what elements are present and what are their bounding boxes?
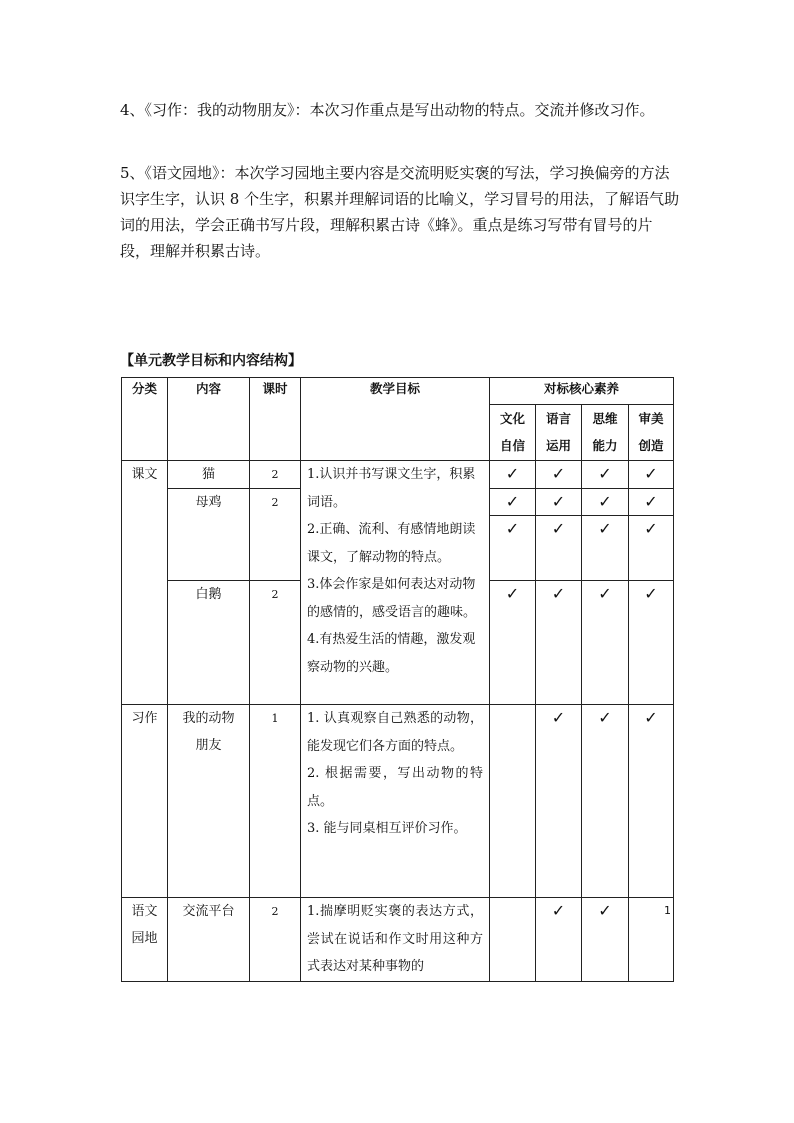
check-mark: ✓: [582, 581, 629, 705]
goal-item: 2. 根据需要，写出动物的特点。: [307, 766, 483, 809]
empty-cell: [490, 705, 536, 898]
section-title: 【单元教学目标和内容结构】: [120, 353, 302, 369]
goal-item: 1.认识并书写课文生字，积累词语。: [307, 467, 476, 510]
check-mark: ✓: [629, 705, 674, 898]
content-cell: 交流平台: [168, 898, 250, 982]
hours-cell: 2: [250, 489, 301, 581]
check-mark: ✓: [629, 461, 674, 489]
check-mark: ✓: [490, 489, 536, 516]
goal-item: 1.揣摩明贬实褒的表达方式，尝试在说话和作文时用这种方式表达对某种事物的: [307, 904, 483, 974]
unit-goals-table: [121, 377, 674, 982]
header-core-sub: 文化 自信: [490, 405, 536, 461]
check-mark: ✓: [629, 489, 674, 516]
check-mark: ✓: [582, 489, 629, 516]
check-mark: ✓: [536, 898, 582, 982]
header-content: 内容: [168, 378, 250, 461]
hours-cell: 2: [250, 898, 301, 982]
partial-mark: 1: [629, 898, 674, 982]
header-core-sub: 思维 能力: [582, 405, 629, 461]
check-mark: ✓: [536, 581, 582, 705]
check-mark: ✓: [490, 461, 536, 489]
content-cell: 猫: [168, 461, 250, 489]
goal-item: 1. 认真观察自己熟悉的动物，能发现它们各方面的特点。: [307, 711, 483, 754]
header-core-literacy: 对标核心素养: [490, 378, 674, 405]
check-mark: ✓: [629, 516, 674, 581]
category-cell: 课文: [122, 461, 168, 705]
header-category: 分类: [122, 378, 168, 461]
check-mark: ✓: [536, 705, 582, 898]
check-mark: ✓: [629, 581, 674, 705]
paragraph-4: 4、《习作：我的动物朋友》：本次习作重点是写出动物的特点。交流并修改习作。: [120, 101, 655, 119]
hours-cell: 2: [250, 581, 301, 705]
goal-item: 2.正确、流利、有感情地朗读课文，了解动物的特点。: [307, 522, 476, 565]
check-mark: ✓: [490, 516, 536, 581]
header-core-sub: 审美 创造: [629, 405, 674, 461]
content-cell: 母鸡: [168, 489, 250, 581]
header-core-sub: 语言 运用: [536, 405, 582, 461]
hours-cell: 2: [250, 461, 301, 489]
check-mark: ✓: [536, 489, 582, 516]
check-mark: ✓: [490, 581, 536, 705]
hours-cell: 1: [250, 705, 301, 898]
goals-cell: [301, 461, 490, 705]
check-mark: ✓: [582, 516, 629, 581]
check-mark: ✓: [582, 461, 629, 489]
goals-cell: [301, 898, 490, 982]
category-cell: 习作: [122, 705, 168, 898]
content-cell: 我的动物朋友: [168, 705, 250, 898]
goal-item: 4.有热爱生活的情趣，激发观察动物的兴趣。: [307, 632, 476, 675]
empty-cell: [490, 898, 536, 982]
header-goals: 教学目标: [301, 378, 490, 461]
check-mark: ✓: [582, 898, 629, 982]
goal-item: 3. 能与同桌相互评价习作。: [307, 821, 467, 836]
check-mark: ✓: [582, 705, 629, 898]
paragraph-5: 5、《语文园地》：本次学习园地主要内容是交流明贬实褒的写法，学习换偏旁的方法识字生字，认识 8 个生字，积累并理解词语的比喻义，学习冒号的用法，了解语气助词的用法，学会正确书写片段，理解积累古诗《蜂》。重点是练习写带有冒号的片段，理解并积累古诗。: [120, 164, 680, 260]
goals-cell: [301, 705, 490, 898]
header-hours: 课时: [250, 378, 301, 461]
check-mark: ✓: [536, 516, 582, 581]
check-mark: ✓: [536, 461, 582, 489]
category-cell: 语文园地: [122, 898, 168, 982]
goal-item: 3.体会作家是如何表达对动物的感情的，感受语言的趣味。: [307, 577, 477, 620]
content-cell: 白鹅: [168, 581, 250, 705]
